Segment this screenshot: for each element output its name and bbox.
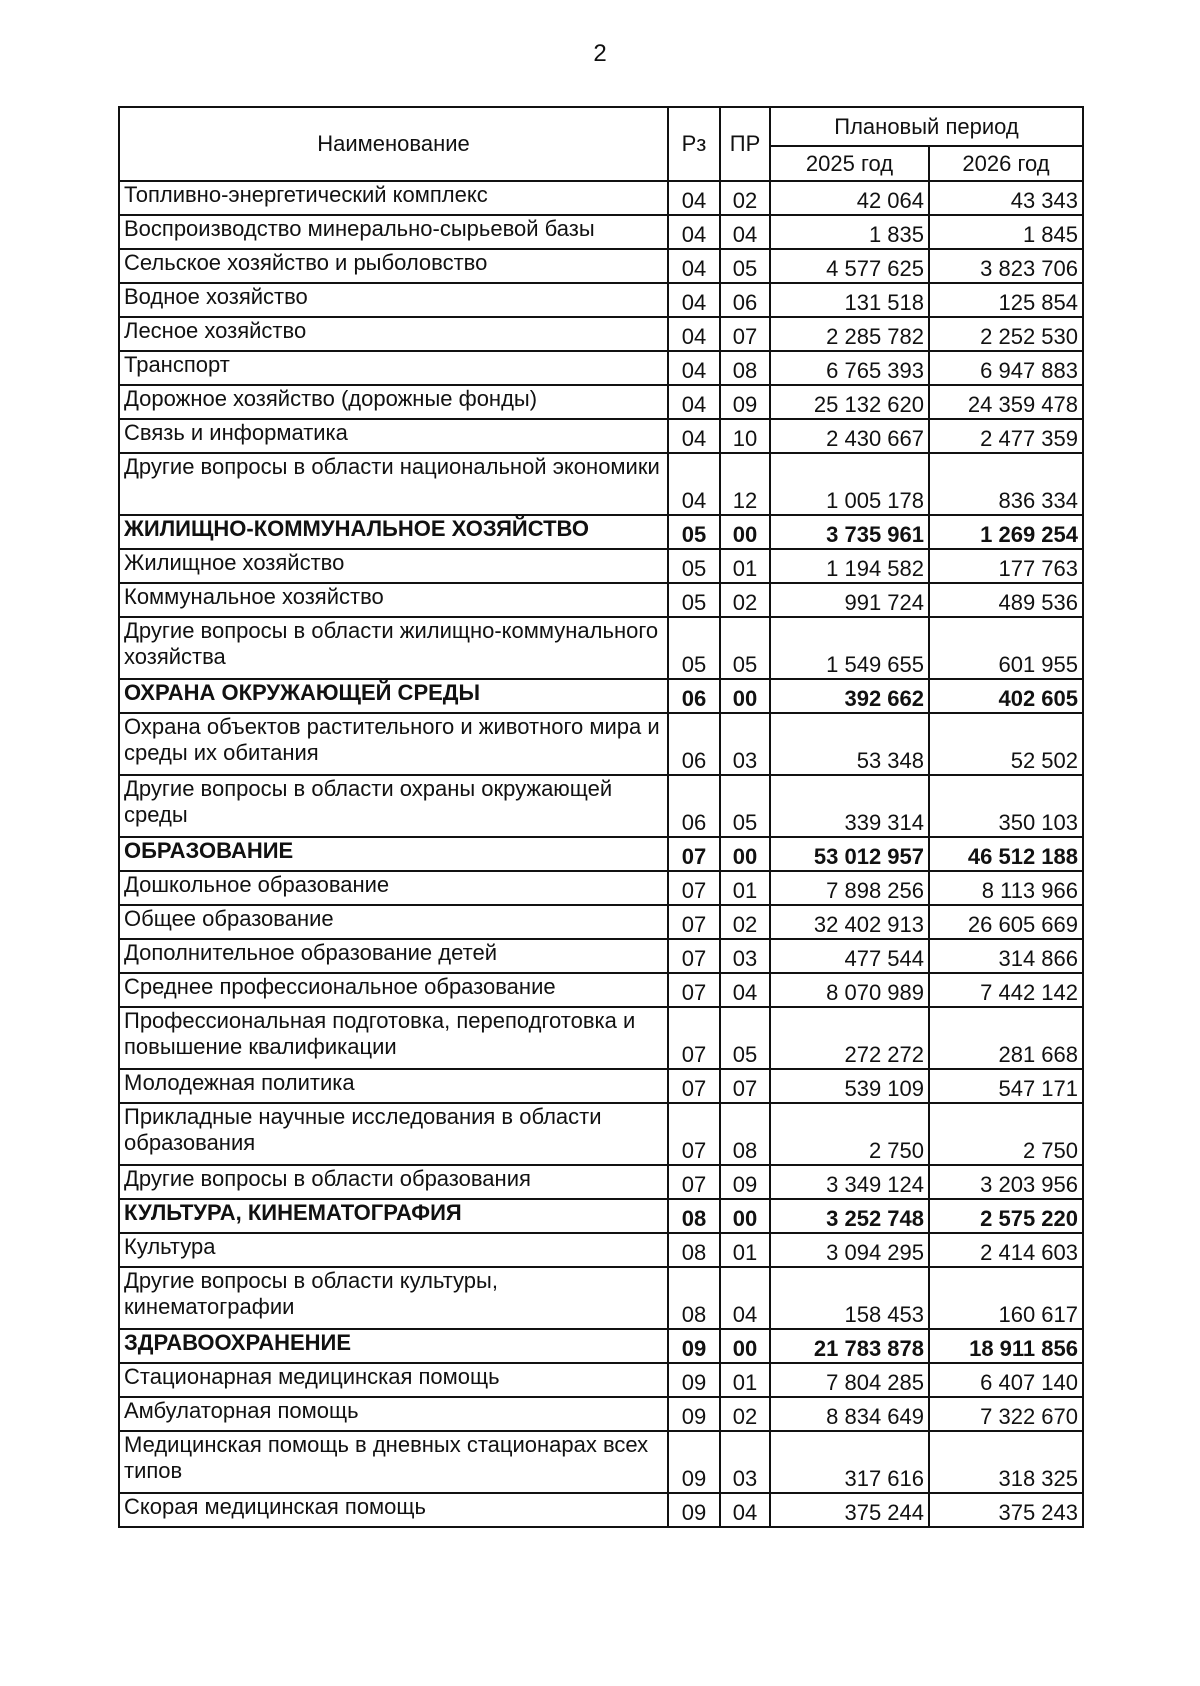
value-2026-cell: 160 617: [929, 1267, 1083, 1329]
name-cell: Дорожное хозяйство (дорожные фонды): [119, 385, 668, 419]
header-pr: ПР: [720, 107, 770, 181]
rz-cell: 08: [668, 1267, 720, 1329]
table-row: [119, 1363, 1083, 1397]
rz-cell: 07: [668, 871, 720, 905]
value-2025-cell: 2 430 667: [770, 419, 929, 453]
value-2026-cell: 125 854: [929, 283, 1083, 317]
name-cell: Коммунальное хозяйство: [119, 583, 668, 617]
pr-cell: 02: [720, 181, 770, 215]
name-cell: Культура: [119, 1233, 668, 1267]
value-2026-cell: 314 866: [929, 939, 1083, 973]
value-2026-cell: 43 343: [929, 181, 1083, 215]
table-row: [119, 1431, 1083, 1493]
name-cell: ОБРАЗОВАНИЕ: [119, 837, 668, 871]
value-2025-cell: 2 750: [770, 1103, 929, 1165]
value-2025-cell: 158 453: [770, 1267, 929, 1329]
value-2026-cell: 6 947 883: [929, 351, 1083, 385]
section-row: [119, 1329, 1083, 1363]
name-cell: КУЛЬТУРА, КИНЕМАТОГРАФИЯ: [119, 1199, 668, 1233]
name-cell: Другие вопросы в области культуры, кинематографии: [119, 1267, 668, 1329]
value-2025-cell: 53 012 957: [770, 837, 929, 871]
table-row: [119, 1267, 1083, 1329]
name-cell: ОХРАНА ОКРУЖАЮЩЕЙ СРЕДЫ: [119, 679, 668, 713]
name-cell: Амбулаторная помощь: [119, 1397, 668, 1431]
pr-cell: 00: [720, 837, 770, 871]
name-cell: Медицинская помощь в дневных стационарах всех типов: [119, 1431, 668, 1493]
pr-cell: 01: [720, 1363, 770, 1397]
value-2025-cell: 1 005 178: [770, 453, 929, 515]
pr-cell: 02: [720, 1397, 770, 1431]
name-cell: ЗДРАВООХРАНЕНИЕ: [119, 1329, 668, 1363]
pr-cell: 09: [720, 1165, 770, 1199]
pr-cell: 04: [720, 215, 770, 249]
value-2025-cell: 317 616: [770, 1431, 929, 1493]
table-row: [119, 871, 1083, 905]
name-cell: Прикладные научные исследования в области образования: [119, 1103, 668, 1165]
name-cell: Жилищное хозяйство: [119, 549, 668, 583]
value-2025-cell: 3 349 124: [770, 1165, 929, 1199]
table-row: [119, 1233, 1083, 1267]
budget-table: [118, 106, 1084, 1528]
name-cell: Другие вопросы в области жилищно-коммунального хозяйства: [119, 617, 668, 679]
value-2026-cell: 402 605: [929, 679, 1083, 713]
value-2025-cell: 6 765 393: [770, 351, 929, 385]
section-row: [119, 679, 1083, 713]
value-2025-cell: 7 804 285: [770, 1363, 929, 1397]
pr-cell: 00: [720, 679, 770, 713]
value-2025-cell: 32 402 913: [770, 905, 929, 939]
pr-cell: 00: [720, 515, 770, 549]
rz-cell: 04: [668, 215, 720, 249]
value-2026-cell: 6 407 140: [929, 1363, 1083, 1397]
value-2026-cell: 281 668: [929, 1007, 1083, 1069]
value-2026-cell: 7 322 670: [929, 1397, 1083, 1431]
rz-cell: 09: [668, 1431, 720, 1493]
name-cell: Молодежная политика: [119, 1069, 668, 1103]
pr-cell: 05: [720, 249, 770, 283]
value-2025-cell: 477 544: [770, 939, 929, 973]
value-2026-cell: 18 911 856: [929, 1329, 1083, 1363]
rz-cell: 09: [668, 1397, 720, 1431]
value-2026-cell: 836 334: [929, 453, 1083, 515]
rz-cell: 07: [668, 905, 720, 939]
name-cell: Лесное хозяйство: [119, 317, 668, 351]
value-2025-cell: 1 835: [770, 215, 929, 249]
name-cell: Топливно-энергетический комплекс: [119, 181, 668, 215]
table-row: [119, 283, 1083, 317]
pr-cell: 03: [720, 1431, 770, 1493]
rz-cell: 04: [668, 317, 720, 351]
value-2025-cell: 1 549 655: [770, 617, 929, 679]
table-row: [119, 181, 1083, 215]
table-row: [119, 1165, 1083, 1199]
value-2025-cell: 42 064: [770, 181, 929, 215]
header-year-2025: 2025 год: [770, 146, 929, 181]
table-row: [119, 215, 1083, 249]
pr-cell: 00: [720, 1329, 770, 1363]
rz-cell: 09: [668, 1329, 720, 1363]
value-2026-cell: 7 442 142: [929, 973, 1083, 1007]
value-2026-cell: 1 269 254: [929, 515, 1083, 549]
name-cell: Сельское хозяйство и рыболовство: [119, 249, 668, 283]
header-rz: Рз: [668, 107, 720, 181]
rz-cell: 07: [668, 837, 720, 871]
value-2025-cell: 3 735 961: [770, 515, 929, 549]
section-row: [119, 837, 1083, 871]
value-2026-cell: 26 605 669: [929, 905, 1083, 939]
value-2026-cell: 375 243: [929, 1493, 1083, 1527]
pr-cell: 02: [720, 905, 770, 939]
value-2025-cell: 375 244: [770, 1493, 929, 1527]
value-2025-cell: 21 783 878: [770, 1329, 929, 1363]
header-planning-period: Плановый период: [770, 107, 1083, 146]
value-2026-cell: 46 512 188: [929, 837, 1083, 871]
table-row: [119, 1103, 1083, 1165]
name-cell: Другие вопросы в области охраны окружающей среды: [119, 775, 668, 837]
table-row: [119, 1493, 1083, 1527]
name-cell: Дошкольное образование: [119, 871, 668, 905]
section-row: [119, 515, 1083, 549]
rz-cell: 06: [668, 713, 720, 775]
name-cell: Среднее профессиональное образование: [119, 973, 668, 1007]
value-2025-cell: 3 094 295: [770, 1233, 929, 1267]
rz-cell: 04: [668, 385, 720, 419]
table-row: [119, 617, 1083, 679]
name-cell: Другие вопросы в области образования: [119, 1165, 668, 1199]
name-cell: Дополнительное образование детей: [119, 939, 668, 973]
table-row: [119, 1007, 1083, 1069]
rz-cell: 07: [668, 939, 720, 973]
rz-cell: 08: [668, 1199, 720, 1233]
value-2025-cell: 7 898 256: [770, 871, 929, 905]
value-2025-cell: 8 070 989: [770, 973, 929, 1007]
name-cell: Воспроизводство минерально-сырьевой базы: [119, 215, 668, 249]
value-2025-cell: 8 834 649: [770, 1397, 929, 1431]
value-2025-cell: 2 285 782: [770, 317, 929, 351]
rz-cell: 04: [668, 351, 720, 385]
rz-cell: 07: [668, 1069, 720, 1103]
pr-cell: 08: [720, 1103, 770, 1165]
name-cell: Транспорт: [119, 351, 668, 385]
name-cell: Общее образование: [119, 905, 668, 939]
value-2026-cell: 2 477 359: [929, 419, 1083, 453]
value-2025-cell: 539 109: [770, 1069, 929, 1103]
value-2026-cell: 601 955: [929, 617, 1083, 679]
name-cell: Связь и информатика: [119, 419, 668, 453]
value-2025-cell: 131 518: [770, 283, 929, 317]
name-cell: Скорая медицинская помощь: [119, 1493, 668, 1527]
pr-cell: 10: [720, 419, 770, 453]
header-row-1: [119, 107, 1083, 146]
value-2026-cell: 547 171: [929, 1069, 1083, 1103]
pr-cell: 06: [720, 283, 770, 317]
value-2026-cell: 350 103: [929, 775, 1083, 837]
table-row: [119, 249, 1083, 283]
value-2026-cell: 52 502: [929, 713, 1083, 775]
table-row: [119, 939, 1083, 973]
table-row: [119, 453, 1083, 515]
value-2026-cell: 2 575 220: [929, 1199, 1083, 1233]
value-2026-cell: 318 325: [929, 1431, 1083, 1493]
pr-cell: 12: [720, 453, 770, 515]
table-row: [119, 1069, 1083, 1103]
rz-cell: 07: [668, 1007, 720, 1069]
name-cell: Стационарная медицинская помощь: [119, 1363, 668, 1397]
header-year-2026: 2026 год: [929, 146, 1083, 181]
pr-cell: 08: [720, 351, 770, 385]
value-2025-cell: 25 132 620: [770, 385, 929, 419]
table-row: [119, 385, 1083, 419]
pr-cell: 03: [720, 713, 770, 775]
value-2026-cell: 3 203 956: [929, 1165, 1083, 1199]
value-2025-cell: 4 577 625: [770, 249, 929, 283]
rz-cell: 04: [668, 453, 720, 515]
value-2026-cell: 2 750: [929, 1103, 1083, 1165]
value-2026-cell: 2 252 530: [929, 317, 1083, 351]
rz-cell: 04: [668, 181, 720, 215]
rz-cell: 09: [668, 1363, 720, 1397]
table-row: [119, 351, 1083, 385]
pr-cell: 01: [720, 871, 770, 905]
table-body: [119, 181, 1083, 1527]
value-2025-cell: 991 724: [770, 583, 929, 617]
rz-cell: 07: [668, 973, 720, 1007]
pr-cell: 05: [720, 617, 770, 679]
rz-cell: 04: [668, 283, 720, 317]
rz-cell: 04: [668, 419, 720, 453]
value-2026-cell: 2 414 603: [929, 1233, 1083, 1267]
pr-cell: 00: [720, 1199, 770, 1233]
value-2025-cell: 53 348: [770, 713, 929, 775]
rz-cell: 05: [668, 583, 720, 617]
value-2025-cell: 3 252 748: [770, 1199, 929, 1233]
name-cell: Другие вопросы в области национальной экономики: [119, 453, 668, 515]
rz-cell: 08: [668, 1233, 720, 1267]
rz-cell: 04: [668, 249, 720, 283]
name-cell: Профессиональная подготовка, переподготовка и повышение квалификации: [119, 1007, 668, 1069]
pr-cell: 03: [720, 939, 770, 973]
header-name: Наименование: [119, 107, 668, 181]
value-2026-cell: 489 536: [929, 583, 1083, 617]
value-2025-cell: 1 194 582: [770, 549, 929, 583]
value-2026-cell: 177 763: [929, 549, 1083, 583]
pr-cell: 05: [720, 1007, 770, 1069]
pr-cell: 07: [720, 317, 770, 351]
table-row: [119, 419, 1083, 453]
value-2026-cell: 3 823 706: [929, 249, 1083, 283]
name-cell: Охрана объектов растительного и животного мира и среды их обитания: [119, 713, 668, 775]
value-2025-cell: 339 314: [770, 775, 929, 837]
rz-cell: 05: [668, 549, 720, 583]
table-row: [119, 583, 1083, 617]
value-2026-cell: 1 845: [929, 215, 1083, 249]
rz-cell: 06: [668, 775, 720, 837]
name-cell: ЖИЛИЩНО-КОММУНАЛЬНОЕ ХОЗЯЙСТВО: [119, 515, 668, 549]
pr-cell: 02: [720, 583, 770, 617]
section-row: [119, 1199, 1083, 1233]
pr-cell: 04: [720, 1493, 770, 1527]
pr-cell: 09: [720, 385, 770, 419]
table-row: [119, 317, 1083, 351]
table-row: [119, 1397, 1083, 1431]
rz-cell: 07: [668, 1165, 720, 1199]
table-row: [119, 905, 1083, 939]
value-2025-cell: 392 662: [770, 679, 929, 713]
pr-cell: 05: [720, 775, 770, 837]
table-row: [119, 973, 1083, 1007]
table-row: [119, 549, 1083, 583]
page-number: 2: [593, 40, 607, 67]
rz-cell: 09: [668, 1493, 720, 1527]
pr-cell: 04: [720, 973, 770, 1007]
value-2025-cell: 272 272: [770, 1007, 929, 1069]
pr-cell: 01: [720, 549, 770, 583]
name-cell: Водное хозяйство: [119, 283, 668, 317]
pr-cell: 04: [720, 1267, 770, 1329]
table-row: [119, 775, 1083, 837]
rz-cell: 06: [668, 679, 720, 713]
pr-cell: 01: [720, 1233, 770, 1267]
pr-cell: 07: [720, 1069, 770, 1103]
value-2026-cell: 24 359 478: [929, 385, 1083, 419]
rz-cell: 05: [668, 515, 720, 549]
value-2026-cell: 8 113 966: [929, 871, 1083, 905]
rz-cell: 05: [668, 617, 720, 679]
rz-cell: 07: [668, 1103, 720, 1165]
table-row: [119, 713, 1083, 775]
